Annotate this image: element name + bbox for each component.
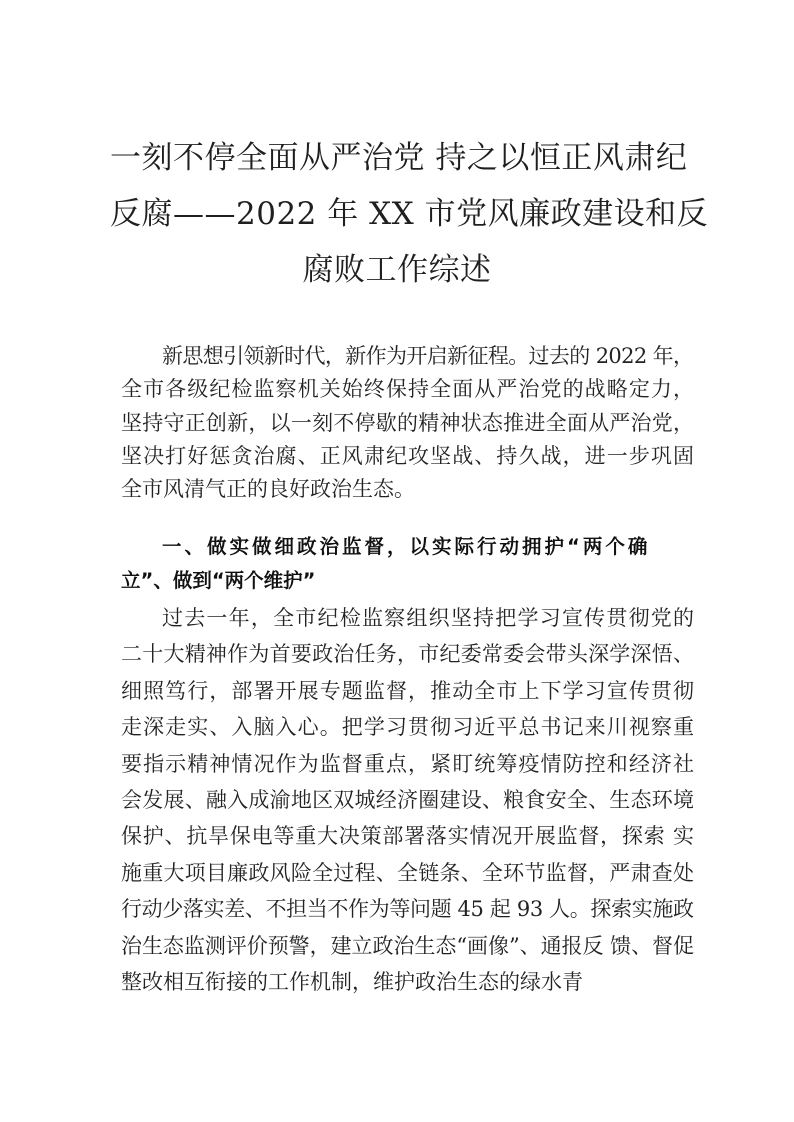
paragraph-line: 施重大项目廉政风险全过程、全链条、全环节监督，严肃查处 [121,861,695,885]
document-title [110,130,709,298]
paragraph-line: 细照笃行，部署开展专题监督，推动全市上下学习宣传贯彻 [121,679,696,703]
paragraph-line: 过去一年，全市纪检监察组织坚持把学习宣传贯彻党的 [162,606,696,630]
paragraph-line: 行动少落实差、不担当不作为等问题 45 起 93 人。探索实施政 [121,897,694,921]
paragraph-line: 二十大精神作为首要政治任务，市纪委常委会带头深学深悟、 [121,642,695,666]
section-heading: 一、做实做细政治监督，以实际行动拥护“两个确 [162,535,651,558]
paragraph-line: 保护、抗旱保电等重大决策部署落实情况开展监督，探索 实 [121,824,695,848]
paragraph-line: 全市各级纪检监察机关始终保持全面从严治党的战略定力， [121,377,696,401]
paragraph-line: 走深走实、入脑入心。把学习贯彻习近平总书记来川视察重 [121,715,696,739]
paragraph-line: 治生态监测评价预警，建立政治生态“画像”、通报反 馈、督促 [121,934,694,958]
title-line: 一刻不停全面从严治党 持之以恒正风肃纪 [110,140,688,176]
paragraph-line: 全市风清气正的良好政治生态。 [121,477,415,501]
paragraph-line: 会发展、融入成渝地区双城经济圈建设、粮食安全、生态环境 [121,788,695,812]
paragraph-line: 坚持守正创新，以一刻不停歇的精神状态推进全面从严治党， [121,411,695,435]
paragraph-line: 坚决打好惩贪治腐、正风肃纪攻坚战、持久战，进一步巩固 [121,444,696,468]
title-line: 反腐——2022 年 XX 市党风廉政建设和反 [110,196,709,232]
title-line: 腐败工作综述 [302,252,492,288]
section-heading: 立”、做到“两个维护” [121,569,316,592]
paragraph-line: 整改相互衔接的工作机制，维护政治生态的绿水青 [121,970,583,994]
paragraph-line: 新思想引领新时代，新作为开启新征程。过去的 2022 年， [162,344,694,368]
paragraph-line: 要指示精神情况作为监督重点，紧盯统筹疫情防控和经济社 [121,752,696,776]
